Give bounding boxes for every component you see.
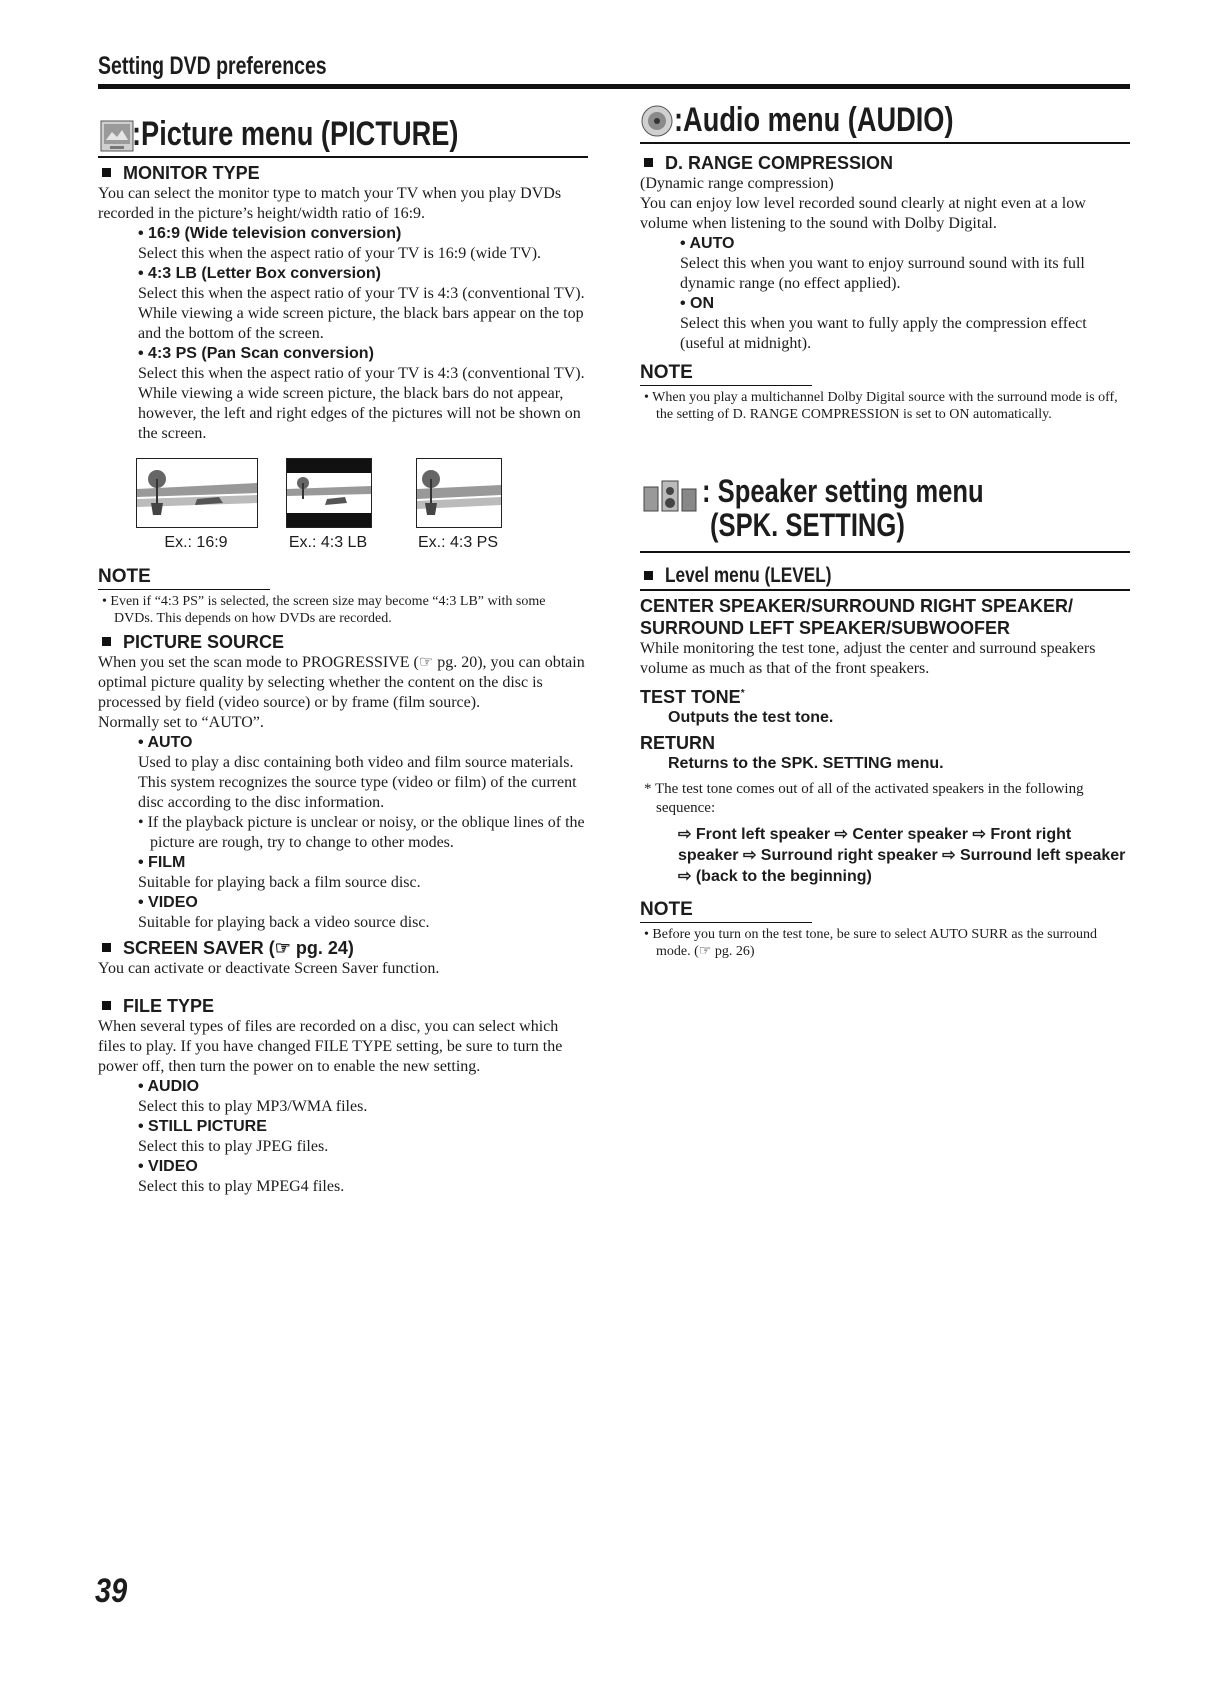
test-tone-label: TEST TONE: [640, 686, 741, 707]
test-tone-desc: Outputs the test tone.: [668, 708, 834, 726]
drange-heading: [640, 152, 1130, 174]
test-tone-footnote: * The test tone comes out of all of the activated speakers in the following sequence:: [644, 780, 1084, 816]
option-16-9-desc: Select this when the aspect ratio of your TV is 16:9 (wide TV).: [138, 245, 542, 262]
file-still-desc: Select this to play JPEG files.: [138, 1138, 329, 1155]
option-ps-label: • 4:3 PS (Pan Scan conversion): [138, 345, 374, 362]
test-tone-star: *: [740, 687, 745, 699]
audio-menu-title: :Audio menu (AUDIO): [674, 101, 954, 139]
figure-4-3-ps: [416, 458, 502, 551]
page-number: 39: [95, 1572, 128, 1610]
file-video-desc: Select this to play MPEG4 files.: [138, 1178, 345, 1195]
speaker-menu-title-block: [640, 471, 1130, 551]
square-bullet-icon: [102, 637, 111, 646]
source-video-desc: Suitable for playing back a video source disc.: [138, 914, 430, 931]
screen-ps-illustration: [416, 458, 502, 528]
right-column: [640, 98, 1130, 960]
speaker-note-label: NOTE: [640, 898, 693, 920]
file-still-label: • STILL PICTURE: [138, 1118, 267, 1135]
screen-saver-heading: [98, 937, 588, 959]
drange-auto-desc: Select this when you want to enjoy surround sound with its full dynamic range (no effect applied).: [680, 255, 1085, 292]
wide-scene-icon: [137, 459, 257, 527]
drange-heading-text: D. RANGE COMPRESSION: [665, 153, 894, 173]
drange-on-desc: Select this when you want to fully apply the compression effect (useful at midnight).: [680, 315, 1087, 352]
file-video-label: • VIDEO: [138, 1158, 198, 1175]
drange-on-label: • ON: [680, 295, 715, 312]
file-audio-desc: Select this to play MP3/WMA files.: [138, 1098, 368, 1115]
monitor-type-heading-text: MONITOR TYPE: [123, 163, 260, 183]
speaker-menu-title-line2: (SPK. SETTING): [710, 507, 905, 543]
picture-source-heading: [98, 631, 588, 653]
page-header: Setting DVD preferences: [98, 52, 327, 80]
monitor-note-rule: [98, 589, 270, 590]
monitor-type-intro: You can select the monitor type to match your TV when you play DVDs recorded in the picture’s height/width ratio of 16:9.: [98, 185, 562, 222]
file-type-heading-text: FILE TYPE: [123, 996, 215, 1016]
audio-menu-title-block: [640, 98, 1130, 142]
panscan-scene-icon: [417, 459, 501, 527]
level-menu-rule: [640, 589, 1130, 591]
aspect-ratio-figures: [98, 458, 588, 558]
caption-4-3-ps: Ex.: 4:3 PS: [417, 534, 499, 551]
square-bullet-icon: [102, 943, 111, 952]
caption-16-9: Ex.: 16:9: [164, 534, 228, 551]
option-lb-label: • 4:3 LB (Letter Box conversion): [138, 265, 381, 282]
source-auto-desc1: Used to play a disc containing both video and film source materials.: [138, 754, 574, 771]
file-type-intro: When several types of files are recorded on a disc, you can select which files to play. If you have changed FILE TYPE setting, be sure to turn the power off, then turn the power on to enable the new setting.: [98, 1018, 563, 1075]
source-film-label: • FILM: [138, 854, 186, 871]
option-lb-desc: Select this when the aspect ratio of your TV is 4:3 (conventional TV). While viewing a wide screen picture, the black bars appear on the top and the bottom of the screen.: [138, 285, 585, 342]
speaker-title-rule: [640, 551, 1130, 553]
picture-source-intro: When you set the scan mode to PROGRESSIVE (☞ pg. 20), you can obtain optimal picture quality by selecting whether the content on the disc is processed by field (video source) or by frame (film source).: [98, 654, 585, 711]
square-bullet-icon: [102, 1001, 111, 1010]
drange-auto-label: • AUTO: [680, 235, 735, 252]
figure-16-9: [136, 458, 258, 551]
caption-4-3-lb: Ex.: 4:3 LB: [288, 534, 368, 551]
test-tone-heading: [640, 683, 1130, 708]
monitor-note-text: • Even if “4:3 PS” is selected, the screen size may become “4:3 LB” with some DVDs. This depends on how DVDs are recorded.: [102, 594, 546, 626]
center-speaker-desc: While monitoring the test tone, adjust the center and surround speakers volume as much as that of the front speakers.: [640, 639, 1096, 677]
audio-note-text: • When you play a multichannel Dolby Digital source with the surround mode is off, the setting of D. RANGE COMPRESSION is set to ON automatically.: [644, 390, 1118, 422]
monitor-note-label: NOTE: [98, 566, 151, 587]
return-desc: Returns to the SPK. SETTING menu.: [668, 754, 944, 772]
audio-title-rule: [640, 142, 1130, 144]
screen-saver-heading-text: SCREEN SAVER (☞ pg. 24): [123, 938, 354, 958]
square-bullet-icon: [102, 168, 111, 177]
picture-title-rule: [98, 156, 588, 158]
picture-menu-icon: [100, 120, 134, 152]
audio-note-label: NOTE: [640, 362, 693, 383]
screen-16-9-illustration: [136, 458, 258, 528]
source-auto-bullet: • If the playback picture is unclear or noisy, or the oblique lines of the picture are rough, try to change to other modes.: [138, 814, 585, 851]
option-ps-desc: Select this when the aspect ratio of your TV is 4:3 (conventional TV). While viewing a wide screen picture, the black bars do not appear, however, the left and right edges of the pictures will not be shown on the screen.: [138, 365, 585, 442]
level-menu-heading: [640, 565, 1130, 587]
source-auto-desc2: This system recognizes the source type (video or film) of the current disc according to the disc information.: [138, 774, 577, 811]
source-film-desc: Suitable for playing back a film source disc.: [138, 874, 421, 891]
square-bullet-icon: [644, 158, 653, 167]
speaker-note-text: • Before you turn on the test tone, be sure to select AUTO SURR as the surround mode. (☞ pg. 26): [644, 926, 1097, 959]
speaker-menu-title-line1: : Speaker setting menu: [702, 473, 984, 509]
square-bullet-icon: [644, 571, 653, 580]
drange-intro: You can enjoy low level recorded sound clearly at night even at a low volume when listening to the sound with Dolby Digital.: [640, 195, 1086, 232]
option-16-9-label: • 16:9 (Wide television conversion): [138, 225, 402, 242]
picture-source-normally: Normally set to “AUTO”.: [98, 714, 264, 731]
picture-menu-title: :Picture menu (PICTURE): [132, 115, 459, 153]
header-rule: [98, 84, 1130, 89]
audio-note-rule: [640, 385, 812, 386]
screen-lb-illustration: [286, 458, 372, 528]
speaker-note-rule: [640, 922, 812, 923]
speaker-sequence: ⇨ Front left speaker ⇨ Center speaker ⇨ Front right speaker ⇨ Surround right speaker ⇨ Surround left speaker ⇨ (back to the beginning): [678, 825, 1126, 885]
level-menu-heading-text: Level menu (LEVEL): [665, 564, 832, 587]
drange-subtitle: (Dynamic range compression): [640, 175, 834, 192]
file-audio-label: • AUDIO: [138, 1078, 200, 1095]
screen-saver-desc: You can activate or deactivate Screen Saver function.: [98, 960, 440, 977]
left-column: [98, 112, 588, 1197]
figure-4-3-lb: [286, 458, 372, 551]
picture-menu-title-block: [98, 112, 588, 156]
speaker-setting-icon: [640, 475, 704, 515]
source-auto-label: • AUTO: [138, 734, 193, 751]
picture-source-heading-text: PICTURE SOURCE: [123, 632, 285, 652]
speaker-disc-icon: [640, 104, 674, 138]
center-speaker-heading: CENTER SPEAKER/SURROUND RIGHT SPEAKER/ SURROUND LEFT SPEAKER/SUBWOOFER: [640, 595, 1074, 638]
file-type-heading: [98, 995, 588, 1017]
letterbox-scene-icon: [287, 459, 371, 527]
monitor-type-heading: [98, 162, 588, 184]
return-heading: RETURN: [640, 732, 715, 753]
source-video-label: • VIDEO: [138, 894, 198, 911]
